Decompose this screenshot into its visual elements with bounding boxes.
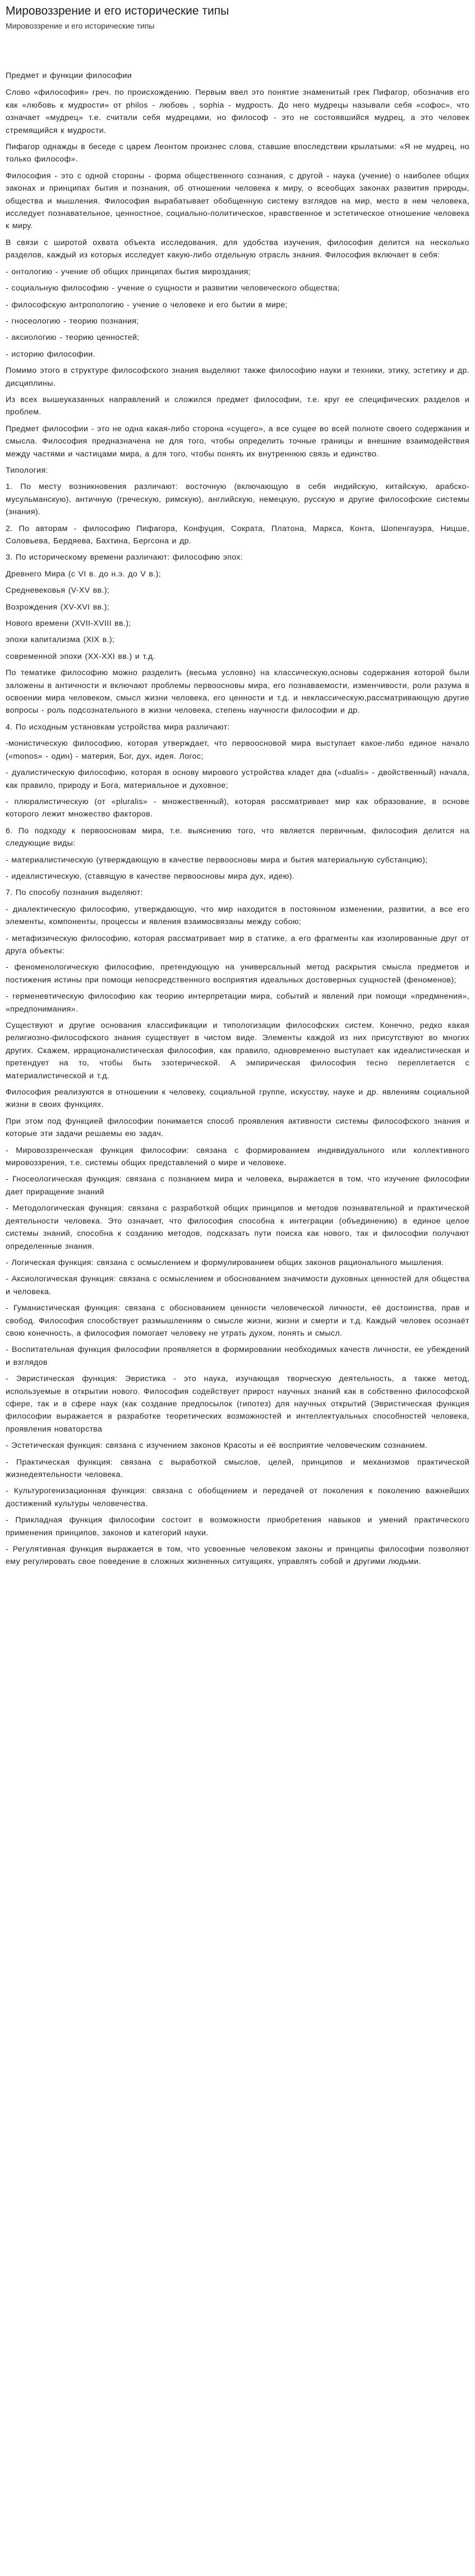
paragraph: - плюралистическую (от «pluralis» - множественный), которая рассматривает мир как образование, в основе которого лежит множество факторов. xyxy=(6,797,469,819)
paragraph: В связи с широтой охвата объекта исследования, для удобства изучения, философия делится на несколько разделов, каждый из которых исследует какую-либо отдельную отрасль знания. Философия включает в себя: xyxy=(6,238,469,260)
page-title: Мировоззрение и его исторические типы xyxy=(6,4,229,17)
paragraph: - гносеологию - теорию познания; xyxy=(6,316,139,326)
paragraph: Существуют и другие основания классификации и типологизации философских систем. Конечно, редко какая религиозно-философского знания существует в чистом виде. Элементы каждой из них присутствуют во многих других. Скажем, иррационалистическая философия, как правило, одновременно выступает как идеалистическая и претендует на то, чтобы быть эзотерической. А эмпирическая философия тесно переплетается с материалистической и т.д. xyxy=(6,1021,469,1081)
section-heading: Предмет и функции философии xyxy=(6,71,132,80)
paragraph: Возрождения (XV-XVI вв.); xyxy=(6,602,110,612)
paragraph: - Аксиологическая функция: связана с осмыслением и обоснованием значимости духовных ценностей для общества и человека. xyxy=(6,1275,469,1296)
paragraph: эпохи капитализма (XIX в.); xyxy=(6,635,115,645)
paragraph: -монистическую философию, которая утверждает, что первоосновой мира выступает какое-либо единое начало («monos» - один) - материя, Бог, дух, идея. Логос; xyxy=(6,739,469,761)
paragraph: 2. По авторам - философию Пифагора, Конфуция, Сократа, Платона, Маркса, Конта, Шопенгауэра, Ницше, Соловьева, Бердяева, Бахтина, Бергсона и др. xyxy=(6,524,469,546)
paragraph: - метафизическую философию, которая рассматривает мир в статике, а его фрагменты как изолированные друг от друга объекты: xyxy=(6,934,469,955)
article-body xyxy=(6,70,469,1568)
paragraph: - идеалистическую, (ставящую в качестве первоосновы мира дух, идею). xyxy=(6,871,295,881)
paragraph: Помимо этого в структуре философского знания выделяют также философию науки и техники, этику, эстетику и др. дисциплины. xyxy=(6,366,469,388)
paragraph: - Мировоззренческая функция философии: связана с формированием индивидуального или коллективного мировоззрения, т.е. системы общих представлений о мире и человеке. xyxy=(6,1146,469,1168)
paragraph: 3. По историческому времени различают: философию эпох: xyxy=(6,553,243,562)
paragraph: - Воспитательная функция философии проявляется в формировании необходимых качеств личности, ее убеждений и взглядов xyxy=(6,1345,469,1367)
paragraph: - феноменологическую философию, претендующую на универсальный метод раскрытия смысла предметов и постижения истины при помощи непосредственного восприятия идеальных достоверных сущностей (феноменов); xyxy=(6,963,469,985)
page-subtitle: Мировоззрение и его исторические типы xyxy=(6,21,155,30)
paragraph: По тематике философию можно разделить (весьма условно) на классическую,основы содержания которой были заложены в античности и включают проблемы первоосновы мира, его познаваемости, изменчивости, роли разума в освоении мира человеком, смысл жизни человека, его ценности и т.д. и неклассическую,рассматривающую другие вопросы - роль подсознательного в жизни человека, степень научности философии и др. xyxy=(6,668,469,715)
paragraph: - Практическая функция: связана с выработкой смыслов, целей, принципов и механизмов практической жизнедеятельности человека. xyxy=(6,1457,469,1479)
paragraph: Философия реализуются в отношении к человеку, социальной группе, искусству, науке и др. явлениям социальной жизни в своих функциях. xyxy=(6,1088,469,1110)
paragraph: 4. По исходным установкам устройства мира различают: xyxy=(6,722,230,732)
paragraph: Философия - это с одной стороны - форма общественного сознания, с другой - наука (учение) о наиболее общих законах и принципах бытия и познания, об отношении человека к миру, о всеобщих законах развития природы, общества и мышления. Философия вырабатывает обобщенную систему взглядов на мир, место в нем человека, исследует познавательное, ценностное, социально-политическое, нравственное и эстетическое отношение человека к миру. xyxy=(6,171,469,231)
paragraph: Предмет философии - это не одна какая-либо сторона «сущего», а все сущее во всей полноте своего содержания и смысла. Философия предназначена не для того, чтобы определить точные границы и внешние взаимодействия между частями и частицами мира, а для того, чтобы понять их внутреннюю связь и единство. xyxy=(6,424,469,459)
paragraph: Нового времени (XVII-XVIII вв.); xyxy=(6,619,131,629)
paragraph: 6. По подходу к первоосновам мира, т.е. выяснению того, что является первичным, философия делится на следующие виды: xyxy=(6,826,469,848)
paragraph: - Прикладная функция философии состоит в возможности приобретения навыков и умений практического применения принципов, законов и категорий науки. xyxy=(6,1516,469,1538)
paragraph: Из всех вышеуказанных направлений и сложился предмет философии, т.е. круг ее специфических разделов и проблем. xyxy=(6,395,469,417)
paragraph: - Эвристическая функция: Эвристика - это наука, изучающая творческую деятельность, а также метод, используемые в открытии нового. Философия содействует прирост научных знаний как в собственно философской сфере, так и в сфере наук (как создание предпосылок (гипотез) для научных открытий (Эвристическая функция философии выражается в разработке теоретических возможностей и интеллектуальных способностей человека, проявления новаторства xyxy=(6,1374,469,1434)
paragraph: Древнего Мира (с VI в. до н.э. до V в.); xyxy=(6,569,162,579)
paragraph: - герменевтическую философию как теорию интерпретации мира, событий и явлений при помощи «предмнения», «предпонимания». xyxy=(6,992,469,1014)
paragraph: Пифагор однажды в беседе с царем Леонтом произнес слова, ставшие впоследствии крылатыми: «Я не мудрец, но только философ». xyxy=(6,142,469,164)
paragraph: - историю философии. xyxy=(6,349,95,359)
paragraph: - Регулятивная функция выражается в том, что усвоенные человеком законы и принципы философии позволяют ему регулировать свое поведение в сложных жизненных ситуациях, управлять собой и другими людьми. xyxy=(6,1545,469,1567)
paragraph: - диалектическую философию, утверждающую, что мир находится в постоянном изменении, развитии, а все его элементы, компоненты, процессы и явления взаимосвязаны между собою; xyxy=(6,904,469,927)
paragraph: 7. По способу познания выделяют: xyxy=(6,888,143,898)
paragraph: Слово «философия» греч. по происхождению. Первым ввел это понятие знаменитый грек Пифагор, обозначив его как «любовь к мудрости» от philos - любовь , sophia - мудрость. До него мудрецы называли себя «софос», что означает «мудрец» т.е. считали себя мудрецами, но философ - это не состоявшийся мудрец, а это человек стремящийся к мудрости. xyxy=(6,88,469,135)
paragraph: - Гуманистическая функция: связана с обоснованием ценности человеческой личности, её достоинства, прав и свобод. Философия способствует размышлениям о смысле жизни, жизни и смерти и т.д. Каждый человек осознаёт свою конечность, а философия помогает человеку не утрать духом, понять и смысл. xyxy=(6,1304,469,1338)
paragraph: - дуалистическую философию, которая в основу мирового устройства кладет два («dualis» - двойственный) начала, как правило, природу и Бога, материальное и духовное; xyxy=(6,768,469,790)
paragraph: - Эстетическая функция: связана с изучением законов Красоты и её восприятие человеческим сознанием. xyxy=(6,1441,428,1451)
paragraph: При этом под функцией философии понимается способ проявления активности системы философского знания и которые эти задачи решаемы ею задач. xyxy=(6,1116,469,1139)
paragraph: Типология: xyxy=(6,465,48,475)
paragraph: - онтологию - учение об общих принципах бытия мироздания; xyxy=(6,267,251,276)
paragraph: - материалистическую (утверждающую в качестве первоосновы мира и бытия материальную субстанцию); xyxy=(6,855,428,865)
paragraph: 1. По месту возникновения различают: восточную (включающую в себя индийскую, китайскую, арабско-мусульманскую), античную (греческую, римскую), английскую, немецкую, русскую и другие философские системы (знания). xyxy=(6,482,469,517)
paragraph: - Гносеологическая функция: связана с познанием мира и человека, выражается в том, что изучение философии дает приращение знаний xyxy=(6,1175,469,1197)
paragraph: - Логическая функция: связана с осмыслением и формулированием общих законов рационального мышления. xyxy=(6,1258,444,1267)
paragraph: - философскую антропологию - учение о человеке и его бытии в мире; xyxy=(6,300,288,310)
paragraph: Средневековья (V-XV вв.); xyxy=(6,586,110,595)
paragraph: - Культурогенизационная функция: связана с обобщением и передачей от поколения к поколению важнейших достижений культуры человечества. xyxy=(6,1486,469,1508)
paragraph: - Методологическая функция: связана с разработкой общих принципов и методов познавательной и практической деятельности человека. Это означает, что философия способна к интеграции (объединению) в единое целое системы знаний, способна к созданию методов, подсказать пути поиска как нового, так и философии получают определенные знания. xyxy=(6,1204,469,1251)
paragraph: современной эпохи (XX-XXI вв.) и т.д. xyxy=(6,652,155,661)
paragraph: - социальную философию - учение о сущности и развитии человеческого общества; xyxy=(6,284,340,293)
paragraph: - аксиологию - теорию ценностей; xyxy=(6,333,140,343)
